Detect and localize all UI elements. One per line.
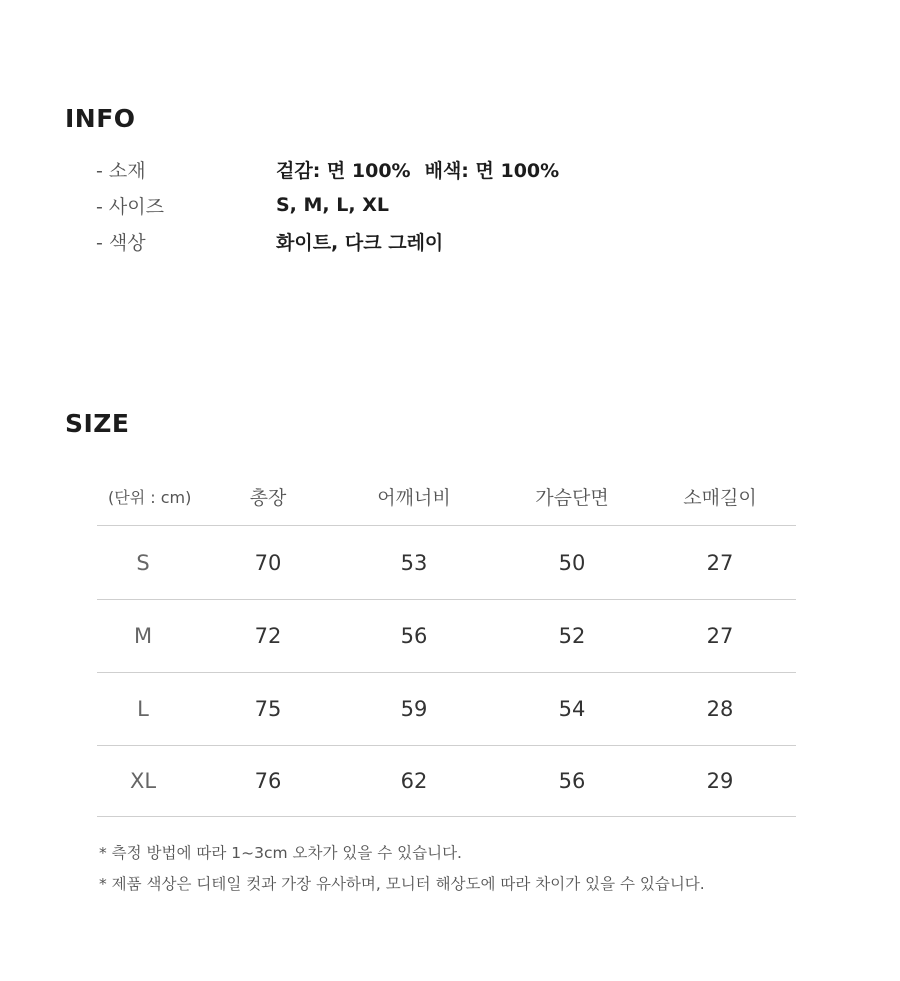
cell-total-length: 75 [254, 697, 282, 721]
cell-sleeve-length: 29 [706, 769, 734, 793]
cell-shoulder-width: 53 [400, 550, 428, 575]
info-section-title: INFO [65, 104, 136, 133]
info-label-size: - 사이즈 [96, 195, 164, 218]
cell-sleeve-length: 27 [706, 624, 734, 648]
size-section-title: SIZE [65, 409, 130, 438]
header-sleeve-length: 소매길이 [683, 487, 757, 509]
table-row [97, 673, 796, 746]
header-total-length: 총장 [249, 487, 287, 509]
header-unit: (단위 : cm) [108, 488, 192, 507]
info-value-material-trim: 배색: 면 100% [424, 159, 560, 182]
color-note: * 제품 색상은 디테일 컷과 가장 유사하며, 모니터 해상도에 따라 차이가 있을 수 있습니다. [99, 875, 705, 893]
cell-shoulder-width: 59 [400, 697, 428, 721]
header-chest-width: 가슴단면 [535, 487, 609, 509]
cell-shoulder-width: 56 [400, 624, 428, 648]
table-row [97, 600, 796, 673]
table-row [97, 746, 796, 817]
table-row [97, 526, 796, 600]
measurement-note: * 측정 방법에 따라 1~3cm 오차가 있을 수 있습니다. [99, 844, 462, 862]
info-label-material: - 소재 [96, 159, 146, 182]
cell-chest-width: 56 [558, 769, 586, 793]
size-table [97, 468, 796, 817]
info-value-material-shell: 겉감: 면 100% [276, 159, 411, 182]
cell-shoulder-width: 62 [400, 769, 428, 793]
cell-size: S [136, 550, 150, 575]
cell-chest-width: 52 [558, 624, 586, 648]
info-row-color [96, 226, 443, 256]
cell-chest-width: 54 [558, 697, 586, 721]
cell-chest-width: 50 [558, 550, 586, 575]
header-shoulder-width: 어깨너비 [377, 487, 451, 509]
info-row-material [96, 154, 559, 184]
info-label-color: - 색상 [96, 231, 146, 254]
size-table-header [97, 468, 796, 526]
info-value-material [276, 156, 559, 183]
cell-size: XL [129, 769, 157, 793]
info-value-size: S, M, L, XL [276, 194, 389, 216]
cell-total-length: 70 [254, 550, 282, 575]
cell-size: L [137, 697, 149, 721]
cell-total-length: 72 [254, 624, 282, 648]
cell-sleeve-length: 28 [706, 697, 734, 721]
info-row-size [96, 190, 389, 220]
cell-size: M [133, 624, 153, 648]
info-value-color: 화이트, 다크 그레이 [276, 231, 444, 254]
cell-total-length: 76 [254, 769, 282, 793]
cell-sleeve-length: 27 [706, 550, 734, 575]
